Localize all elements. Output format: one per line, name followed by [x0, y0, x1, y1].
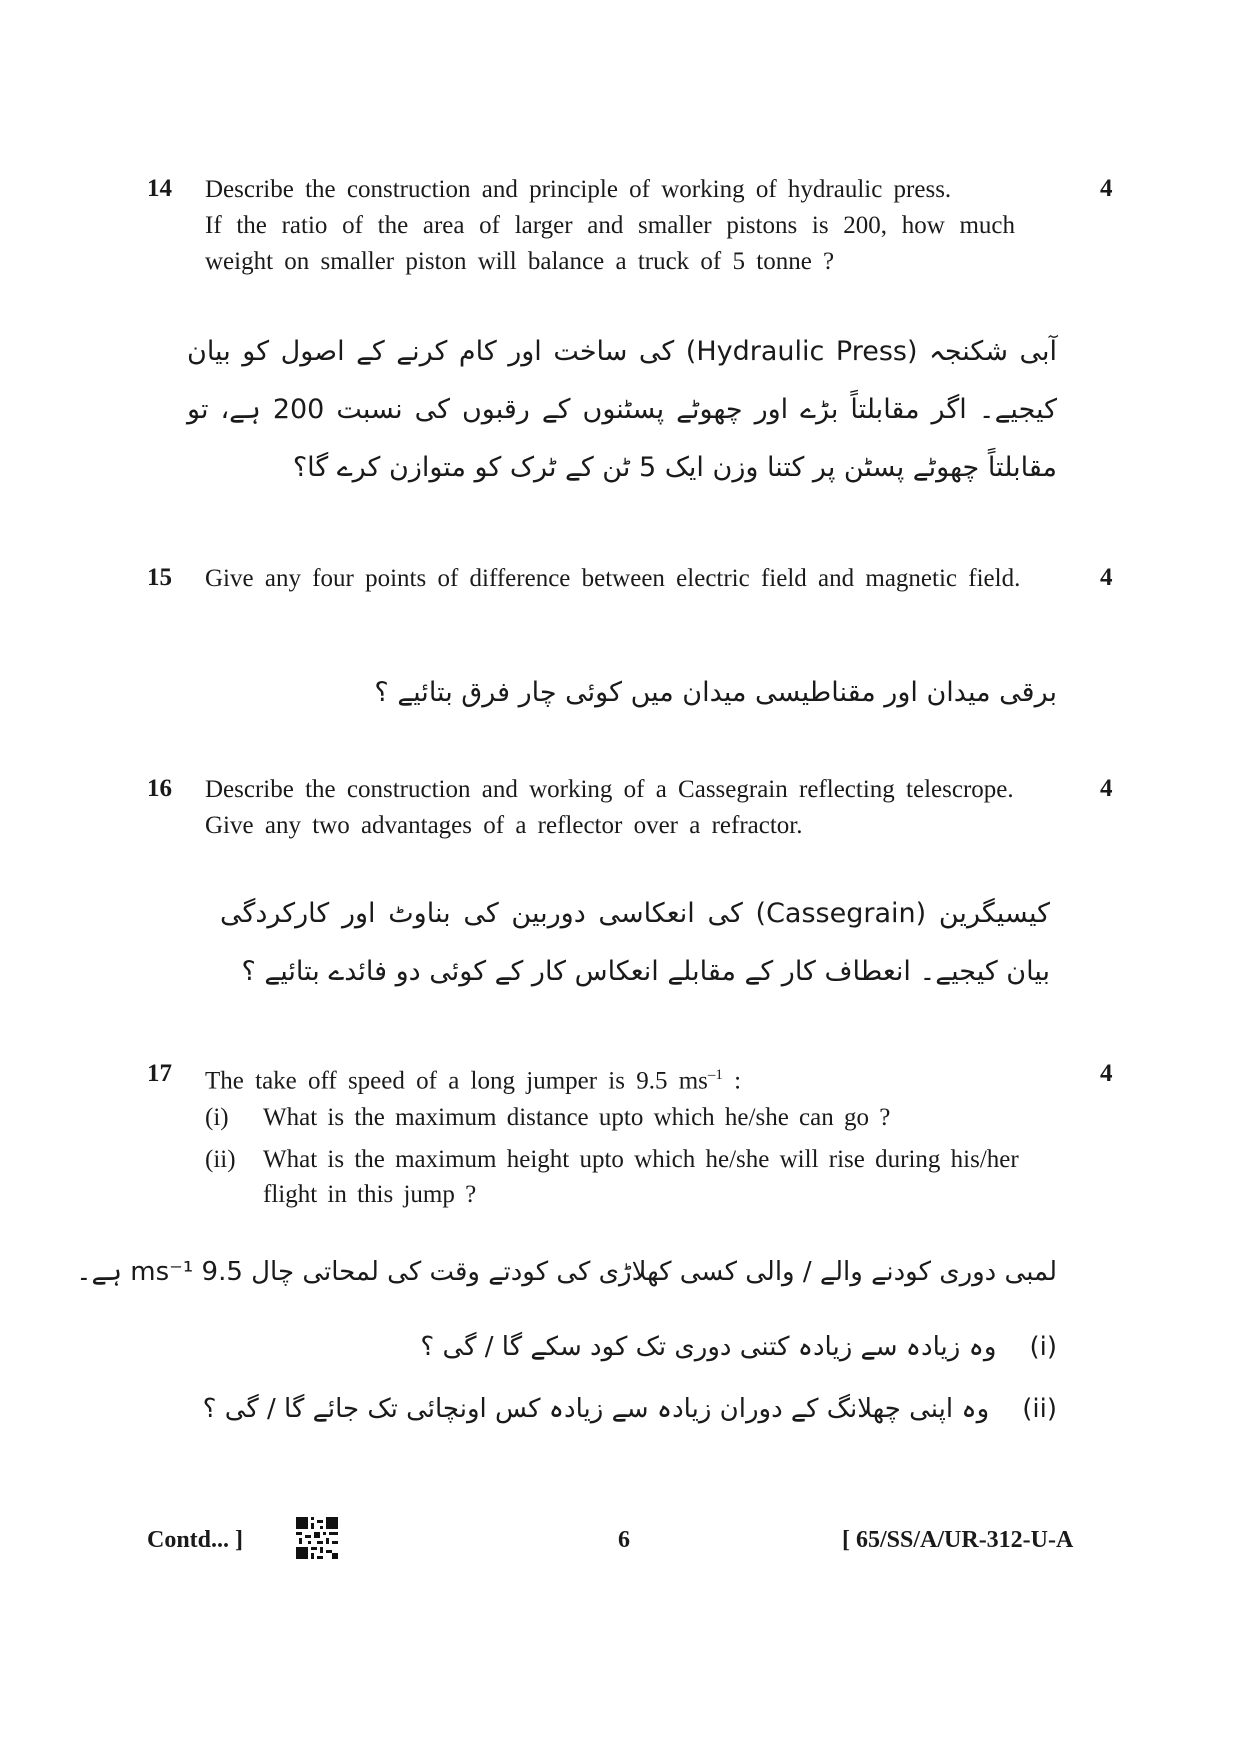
question-marks: 4 — [1100, 1060, 1113, 1087]
english-intro-end: : — [722, 1067, 742, 1095]
question-urdu-text — [187, 323, 1057, 497]
english-line: If the ratio of the area of larger and smaller pistons is 200, how much weight on smaller piston will balance a truck of 5 tonne ? — [205, 212, 1015, 275]
question-marks: 4 — [1100, 175, 1113, 202]
unit-superscript: –1 — [707, 1067, 723, 1083]
question-number: 15 — [147, 564, 172, 591]
question-urdu-text — [220, 885, 1050, 1001]
question-english-text — [205, 172, 1025, 280]
question-marks: 4 — [1100, 775, 1113, 802]
footer-contd: Contd... ] — [147, 1527, 244, 1553]
urdu-subpart-i — [420, 1332, 1057, 1362]
english-line: Describe the construction and working of a Cassegrain reflecting telescrope. — [205, 776, 1014, 803]
urdu-subpart-label: (ii) — [1022, 1394, 1057, 1424]
urdu-paragraph: برقی میدان اور مقناطیسی میدان میں کوئی چار فرق بتائیے ؟ — [374, 677, 1057, 708]
urdu-paragraph: کیسیگرین (Cassegrain) کی انعکاسی دوربین کی بناوٹ اور کارکردگی بیان کیجیے۔ انعطاف کار کے مقابلے انعکاس کار کے کوئی دو فائدے بتائیے ؟ — [220, 898, 1050, 987]
question-english-text — [205, 772, 1025, 844]
question-urdu-text — [187, 664, 1057, 722]
question-english-text — [205, 561, 1025, 597]
question-number: 14 — [147, 175, 172, 202]
urdu-intro: لمبی دوری کودنے والے / والی کسی کھلاڑی کی کودتے وقت کی لمحاتی چال 9.5 ms⁻¹ ہے۔ — [76, 1257, 1057, 1287]
english-line: Describe the construction and principle of working of hydraulic press. — [205, 176, 952, 203]
subpart-text: What is the maximum distance upto which he/she can go ? — [263, 1104, 891, 1131]
subpart-text: What is the maximum height upto which he/she will rise during his/her flight in this jump ? — [263, 1146, 1019, 1208]
question-marks: 4 — [1100, 564, 1113, 591]
urdu-subpart-text: وہ زیادہ سے زیادہ کتنی دوری تک کود سکے گا / گی ؟ — [420, 1332, 997, 1362]
english-line: Give any four points of difference between electric field and magnetic field. — [205, 565, 1021, 592]
subpart-label: (ii) — [205, 1146, 236, 1173]
urdu-subpart-ii — [203, 1394, 1057, 1424]
urdu-subpart-label: (i) — [1029, 1332, 1057, 1362]
english-intro: The take off speed of a long jumper is 9.5 ms — [205, 1067, 708, 1095]
page-number: 6 — [618, 1527, 630, 1553]
qr-code-icon — [296, 1517, 338, 1559]
english-line: Give any two advantages of a reflector over a refractor. — [205, 812, 803, 839]
urdu-paragraph: آبی شکنجہ (Hydraulic Press) کی ساخت اور کام کرنے کے اصول کو بیان کیجیے۔ اگر مقابلتاً بڑے اور چھوٹے پسٹنوں کے رقبوں کی نسبت 200 ہے، تو مقابلتاً چھوٹے پسٹن پر کتنا وزن ایک 5 ٹن کے ٹرک کو متوازن کرے گا؟ — [187, 336, 1058, 483]
subpart-label: (i) — [205, 1104, 229, 1131]
question-number: 17 — [147, 1060, 172, 1087]
question-english-text — [205, 1057, 1025, 1099]
english-line — [205, 1057, 1025, 1099]
urdu-subpart-text: وہ اپنی چھلانگ کے دوران زیادہ سے زیادہ کس اونچائی تک جائے گا / گی ؟ — [202, 1394, 990, 1424]
question-number: 16 — [147, 775, 172, 802]
paper-code: [ 65/SS/A/UR-312-U-A — [842, 1527, 1074, 1553]
